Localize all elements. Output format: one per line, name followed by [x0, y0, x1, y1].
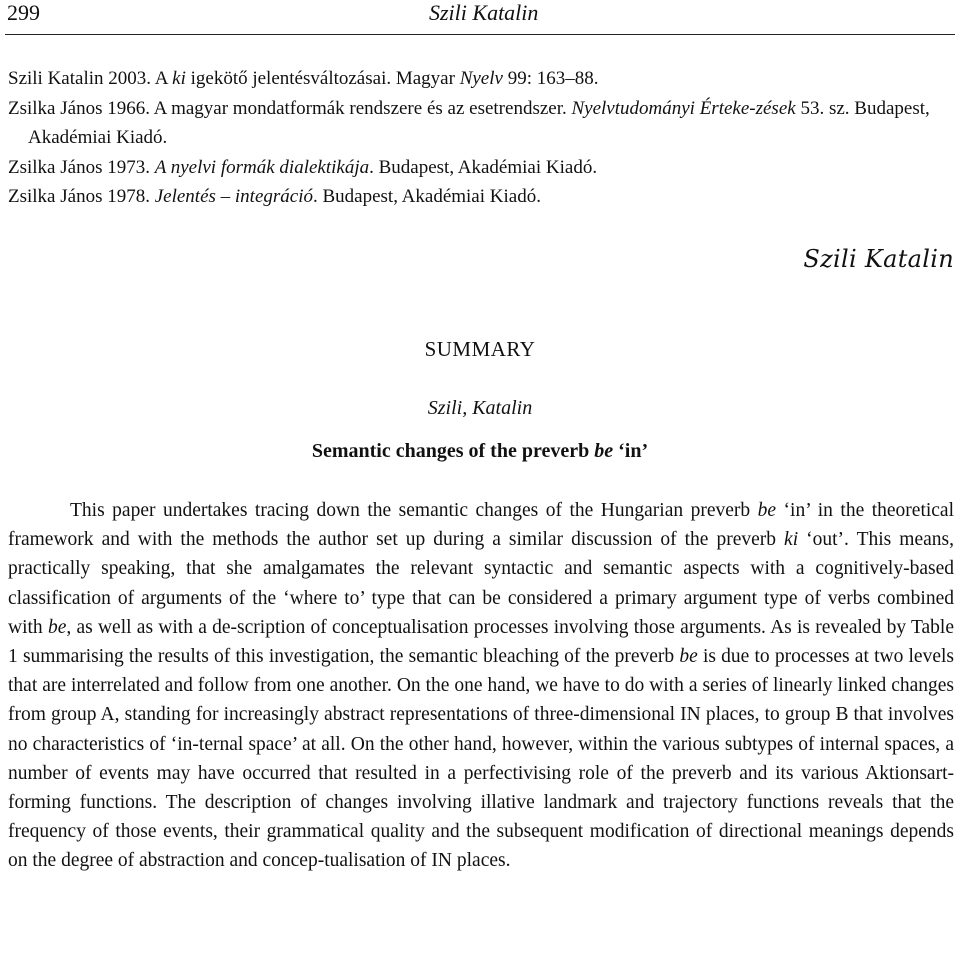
reference-text: Zsilka János 1978.	[8, 186, 155, 207]
running-title: Szili Katalin	[429, 0, 539, 25]
reference-text: Zsilka János 1973.	[8, 156, 155, 178]
reference-entry	[8, 182, 956, 212]
abstract-italic: ki	[784, 529, 799, 551]
page-header	[5, 0, 955, 35]
reference-text: 53. sz. Budapest, Akadémiai Kiadó.	[28, 97, 930, 148]
reference-text: . Budapest, Akadémiai Kiadó.	[313, 186, 541, 207]
reference-italic: ki	[172, 68, 186, 89]
abstract-italic: be	[47, 616, 67, 638]
reference-entry	[8, 153, 956, 183]
reference-italic: Nyelv	[459, 68, 503, 89]
abstract-text: ‘out’. This means, practically speaking, that she amalgamates the relevant syntactic and semantic aspects with a cognitively-based classification of arguments of the ‘where to’ type that can be considered a primary argument type of verbs combined with	[8, 529, 954, 638]
reference-italic: A nyelvi formák dialektikája	[154, 156, 370, 178]
summary-author: Szili, Katalin	[427, 397, 533, 419]
abstract-text: This paper undertakes tracing down the semantic changes of the Hungarian preverb	[70, 500, 758, 521]
abstract-italic: be	[679, 646, 698, 668]
heading-text: ‘in’	[613, 440, 649, 462]
reference-entry	[8, 94, 956, 153]
reference-italic: Nyelvtudományi Érteke-zések	[571, 97, 796, 119]
reference-text: Zsilka János 1966. A magyar mondatformák rendszere és az esetrendszer.	[8, 97, 572, 119]
page-number: 299	[7, 0, 40, 25]
author-signature: Szili Katalin	[803, 245, 954, 273]
abstract-text: ‘in’ in the theoretical framework and with the methods the author set up during a similar discussion of the preverb	[8, 500, 955, 551]
reference-entry	[8, 64, 956, 94]
reference-text: 99: 163–88.	[502, 68, 599, 89]
reference-text: igekötő jelentésváltozásai. Magyar	[185, 68, 460, 89]
reference-text: . Budapest, Akadémiai Kiadó.	[369, 156, 598, 178]
reference-list	[8, 64, 956, 212]
reference-italic: Jelentés – integráció	[154, 186, 313, 207]
abstract-text: , as well as with a de-scription of conceptualisation processes involving those arguments. As is revealed by Table 1 summarising the results of this investigation, the semantic bleaching of the preverb	[8, 616, 955, 668]
reference-text: Szili Katalin 2003. A	[8, 68, 173, 89]
summary-title: SUMMARY	[424, 337, 536, 361]
summary-abstract	[8, 496, 954, 876]
heading-italic: be	[594, 440, 614, 462]
abstract-text: is due to processes at two levels that are interrelated and follow from one another. On the one hand, we have to do with a series of linearly linked changes from group A, standing for increasingly abstract representations of three-dimensional IN places, to group B that involves no characteristics of ‘in-ternal space’ at all. On the other hand, however, within the various subtypes of internal spaces, a number of events may have occurred that resulted in a perfectivising role of the preverb and its various Aktionsart-forming functions. The description of changes involving illative landmark and trajectory functions reveals that the frequency of those events, their grammatical quality and the subsequent modification of directional meanings depends on the degree of abstraction and concep-tualisation of IN places.	[8, 646, 954, 872]
summary-heading	[0, 440, 960, 463]
abstract-italic: be	[757, 500, 777, 521]
heading-text: Semantic changes of the preverb	[311, 440, 595, 462]
